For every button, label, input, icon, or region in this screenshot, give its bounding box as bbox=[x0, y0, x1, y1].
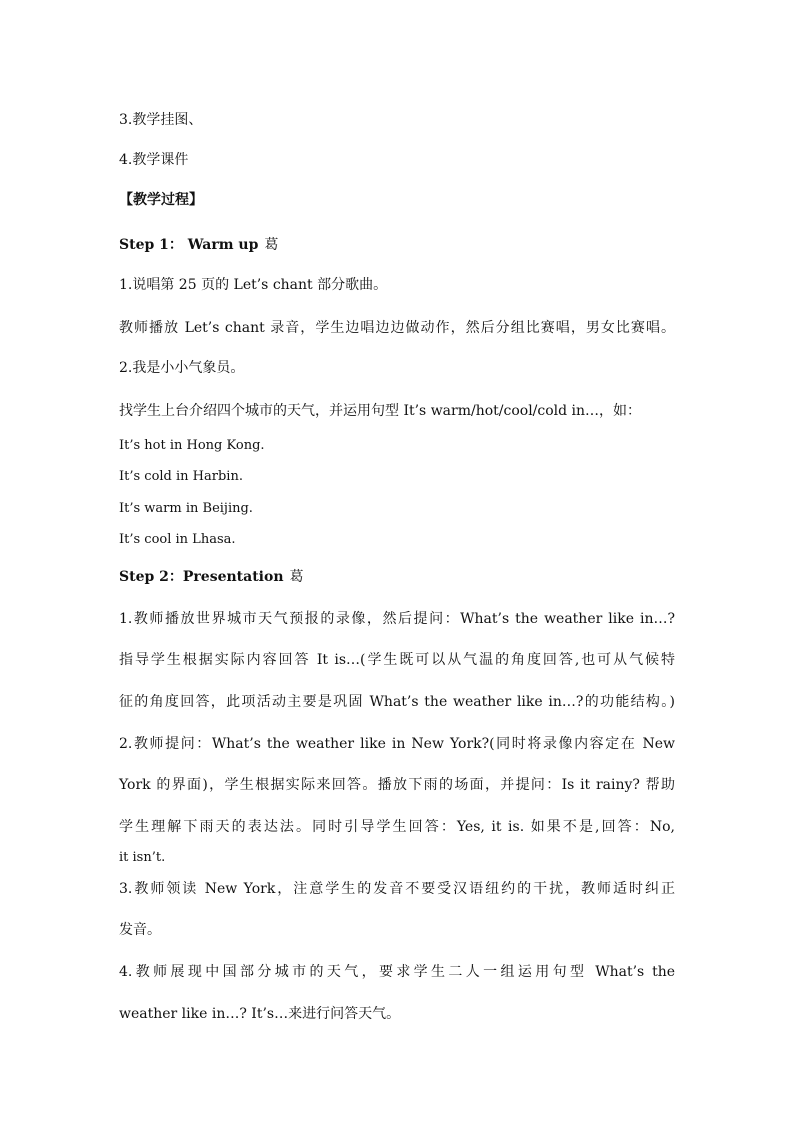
step-2-item-2-line-3: 学生理解下雨天的表达法。同时引导学生回答：Yes, it is. 如果不是,回答：No, bbox=[119, 819, 675, 835]
step-2-item-1-line-1: 1.教师播放世界城市天气预报的录像，然后提问：What’s the weather like in…? bbox=[119, 611, 675, 627]
step-1-item-1-detail: 教师播放 Let’s chant 录音，学生边唱边边做动作，然后分组比赛唱，男女比赛唱。 bbox=[119, 320, 675, 336]
step-1-heading bbox=[119, 236, 278, 254]
step-2-glyph: 葛 bbox=[289, 569, 304, 585]
step-2-item-3-line-2: 发音。 bbox=[119, 922, 161, 938]
materials-item-4: 4.教学课件 bbox=[119, 152, 189, 168]
step-2-item-4-line-1: 4.教师展现中国部分城市的天气，要求学生二人一组运用句型 What’s the bbox=[119, 964, 675, 980]
step-1-item-2-detail: 找学生上台介绍四个城市的天气，并运用句型 It’s warm/hot/cool/cold in…，如： bbox=[119, 403, 642, 419]
step-2-item-2-line-4: it isn’t. bbox=[119, 850, 166, 865]
step-2-item-2-line-1: 2.教师提问：What’s the weather like in New York?(同时将录像内容定在 New bbox=[119, 736, 675, 752]
step-2-heading bbox=[119, 568, 304, 586]
step-1-title: Step 1： Warm up bbox=[119, 237, 259, 253]
step-2-item-4-line-2: weather like in…? It’s…来进行问答天气。 bbox=[119, 1006, 401, 1022]
section-heading-teaching-process: 【教学过程】 bbox=[119, 192, 203, 208]
step-2-item-1-line-3: 征的角度回答，此项活动主要是巩固 What’s the weather like in…?的功能结构。) bbox=[119, 694, 675, 710]
step-2-item-3-line-1: 3.教师领读 New York，注意学生的发音不要受汉语纽约的干扰，教师适时纠正 bbox=[119, 881, 675, 897]
step-2-item-2-line-2: York 的界面)，学生根据实际来回答。播放下雨的场面，并提问：Is it rainy? 帮助 bbox=[119, 777, 675, 793]
example-sentence-beijing: It’s warm in Beijing. bbox=[119, 501, 253, 516]
example-sentence-lhasa: It’s cool in Lhasa. bbox=[119, 532, 236, 547]
step-2-title: Step 2：Presentation bbox=[119, 569, 284, 585]
example-sentence-harbin: It’s cold in Harbin. bbox=[119, 469, 243, 484]
step-1-item-1: 1.说唱第 25 页的 Let’s chant 部分歌曲。 bbox=[119, 277, 388, 293]
step-1-glyph: 葛 bbox=[264, 237, 279, 253]
step-1-item-2: 2.我是小小气象员。 bbox=[119, 360, 245, 376]
materials-item-3: 3.教学挂图、 bbox=[119, 112, 203, 128]
example-sentence-hong-kong: It’s hot in Hong Kong. bbox=[119, 438, 265, 453]
step-2-item-1-line-2: 指导学生根据实际内容回答 It is…(学生既可以从气温的角度回答,也可从气候特 bbox=[119, 652, 675, 668]
